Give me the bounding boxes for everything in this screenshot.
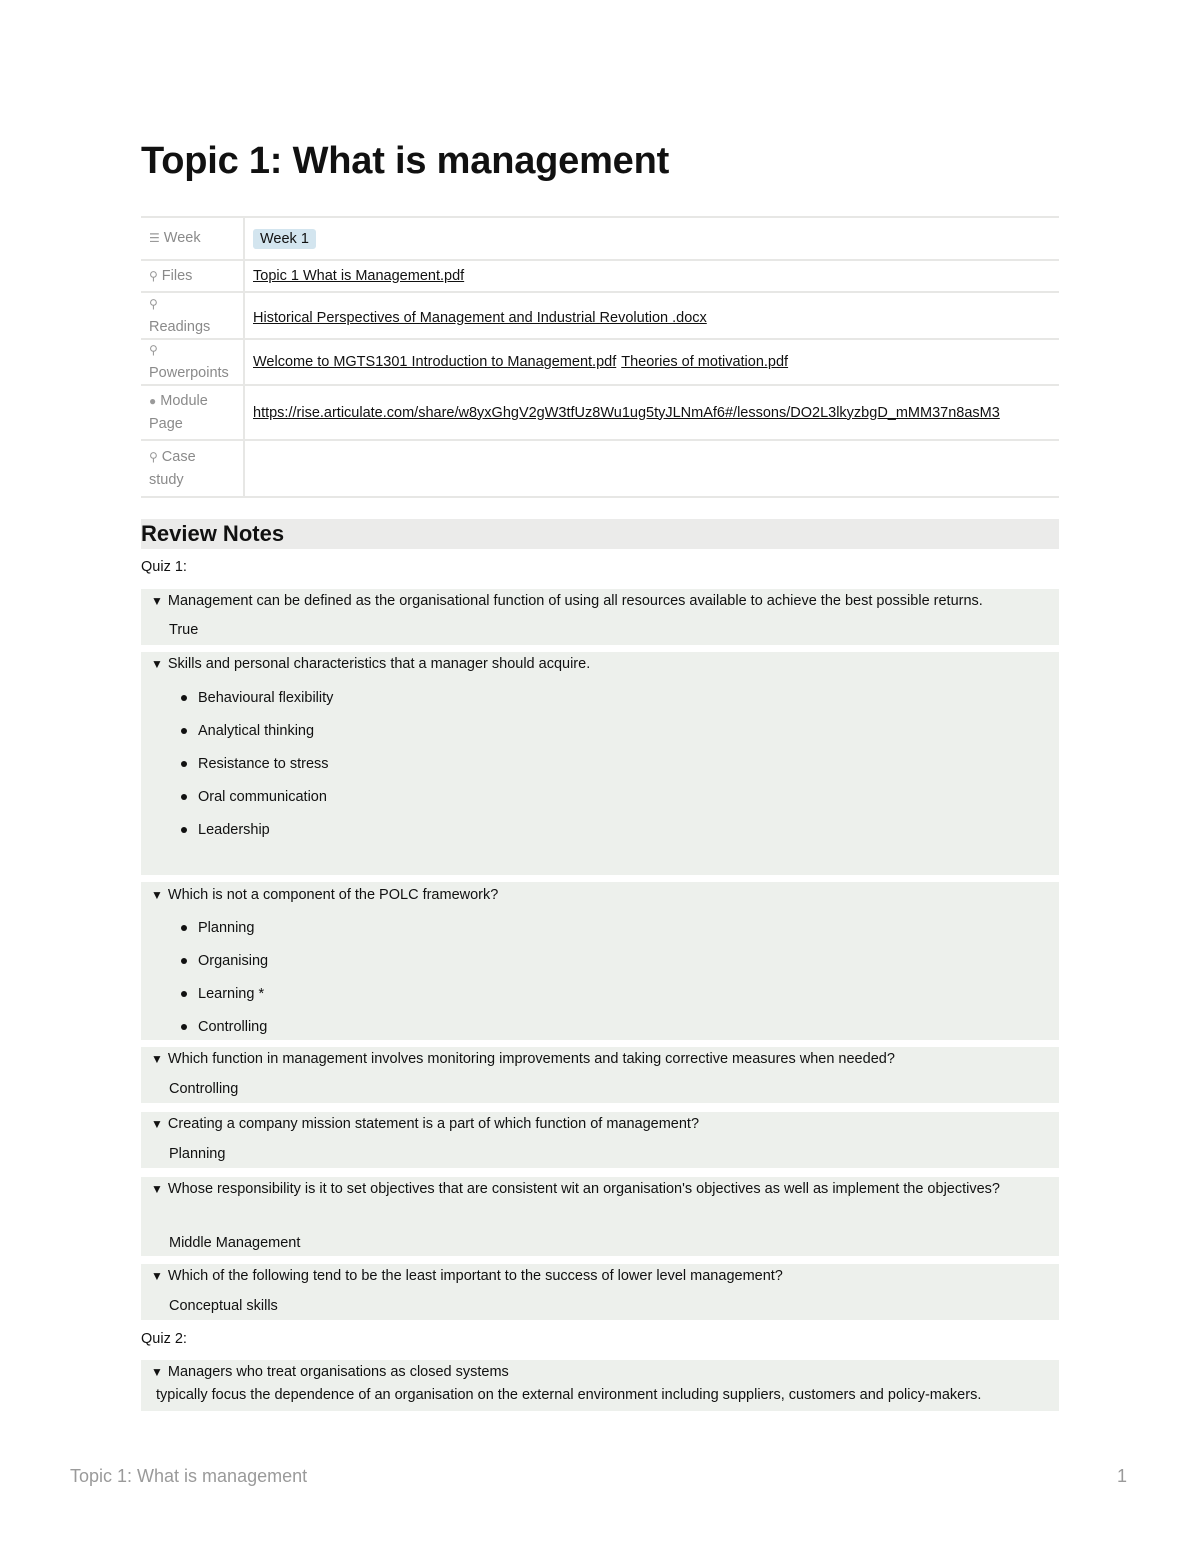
toggle-question: Which of the following tend to be the least important to the success of lower level management? — [167, 1268, 783, 1284]
list-item: Behavioural flexibility — [181, 688, 333, 721]
case-study-value[interactable] — [245, 441, 1059, 496]
bullet-list — [181, 688, 333, 853]
toggle-answer: Planning — [169, 1146, 226, 1162]
list-item: Oral communication — [181, 787, 333, 820]
property-row-powerpoints — [141, 340, 1059, 386]
toggle-triangle-icon[interactable]: ▼ — [151, 1365, 163, 1379]
toggle-question: Creating a company mission statement is a part of which function of management? — [167, 1116, 700, 1132]
paperclip-icon: ⚲ — [149, 296, 158, 311]
list-icon: ☰ — [149, 231, 160, 245]
quiz-2-label: Quiz 2: — [141, 1331, 187, 1347]
page-title: Topic 1: What is management — [141, 140, 670, 182]
toggle-block[interactable] — [141, 1360, 1059, 1411]
bullet-list — [181, 918, 268, 1050]
list-item: Controlling — [181, 1017, 268, 1050]
toggle-question: Management can be defined as the organisational function of using all resources available to achieve the best possible returns. — [167, 593, 983, 609]
toggle-answer: Conceptual skills — [169, 1298, 278, 1314]
toggle-triangle-icon[interactable]: ▼ — [151, 1052, 163, 1066]
toggle-question: Whose responsibility is it to set objectives that are consistent wit an organisation's objectives as well as implement the objectives? — [167, 1181, 1000, 1197]
toggle-question: Managers who treat organisations as closed systems — [167, 1364, 509, 1380]
powerpoint-link[interactable]: Theories of motivation.pdf — [621, 354, 789, 370]
toggle-triangle-icon[interactable]: ▼ — [151, 657, 163, 671]
toggle-block[interactable] — [141, 882, 1059, 1040]
file-link[interactable]: Topic 1 What is Management.pdf — [253, 268, 465, 284]
property-label: Case — [161, 448, 196, 465]
property-label: Powerpoints — [149, 365, 229, 381]
list-item: Leadership — [181, 820, 333, 853]
toggle-answer: Controlling — [169, 1081, 239, 1097]
property-row-case-study — [141, 441, 1059, 498]
toggle-triangle-icon[interactable]: ▼ — [151, 594, 163, 608]
toggle-answer: typically focus the dependence of an organisation on the external environment including suppliers, customers and policy-makers. — [156, 1387, 982, 1403]
toggle-answer: True — [169, 622, 199, 638]
toggle-block[interactable] — [141, 652, 1059, 875]
property-label: Page — [149, 415, 183, 432]
property-label: Readings — [149, 318, 211, 335]
page-number: 1 — [1117, 1466, 1128, 1486]
toggle-block[interactable] — [141, 589, 1059, 645]
toggle-triangle-icon[interactable]: ▼ — [151, 888, 163, 902]
property-label: Module — [160, 392, 208, 409]
link-icon: ● — [149, 393, 157, 408]
list-item: Organising — [181, 951, 268, 984]
toggle-triangle-icon[interactable]: ▼ — [151, 1269, 163, 1283]
list-item: Resistance to stress — [181, 754, 333, 787]
reading-link[interactable]: Historical Perspectives of Management and Industrial Revolution .docx — [253, 309, 707, 326]
toggle-answer: Middle Management — [169, 1235, 301, 1251]
toggle-block[interactable] — [141, 1047, 1059, 1103]
footer-title: Topic 1: What is management — [70, 1466, 308, 1486]
toggle-block[interactable] — [141, 1264, 1059, 1320]
quiz-1-label: Quiz 1: — [141, 559, 187, 575]
toggle-question: Which is not a component of the POLC framework? — [167, 887, 499, 903]
review-notes-heading: Review Notes — [141, 519, 1059, 549]
property-row-module-page — [141, 386, 1059, 441]
property-row-readings — [141, 293, 1059, 340]
property-label: study — [149, 471, 184, 488]
toggle-triangle-icon[interactable]: ▼ — [151, 1182, 163, 1196]
toggle-block[interactable] — [141, 1112, 1059, 1168]
toggle-triangle-icon[interactable]: ▼ — [151, 1117, 163, 1131]
paperclip-icon: ⚲ — [149, 268, 158, 283]
powerpoint-link[interactable]: Welcome to MGTS1301 Introduction to Management.pdf — [253, 354, 617, 370]
paperclip-icon: ⚲ — [149, 449, 158, 464]
list-item: Analytical thinking — [181, 721, 333, 754]
paperclip-icon: ⚲ — [149, 343, 158, 357]
property-label: Files — [161, 267, 193, 284]
week-tag[interactable]: Week 1 — [253, 229, 316, 249]
toggle-block[interactable] — [141, 1177, 1059, 1256]
toggle-question: Skills and personal characteristics that a manager should acquire. — [167, 656, 591, 672]
property-label: Week — [163, 230, 201, 246]
toggle-question: Which function in management involves monitoring improvements and taking corrective measures when needed? — [167, 1051, 895, 1067]
properties-table — [141, 216, 1059, 498]
list-item: Learning * — [181, 984, 268, 1017]
property-row-files — [141, 261, 1059, 293]
list-item: Planning — [181, 918, 268, 951]
module-page-link[interactable]: https://rise.articulate.com/share/w8yxGhgV2gW3tfUz8Wu1ug5tyJLNmAf6#/lessons/DO2L3lkyzbgD_mMM37n8asM3 — [253, 404, 1000, 421]
property-row-week — [141, 218, 1059, 261]
